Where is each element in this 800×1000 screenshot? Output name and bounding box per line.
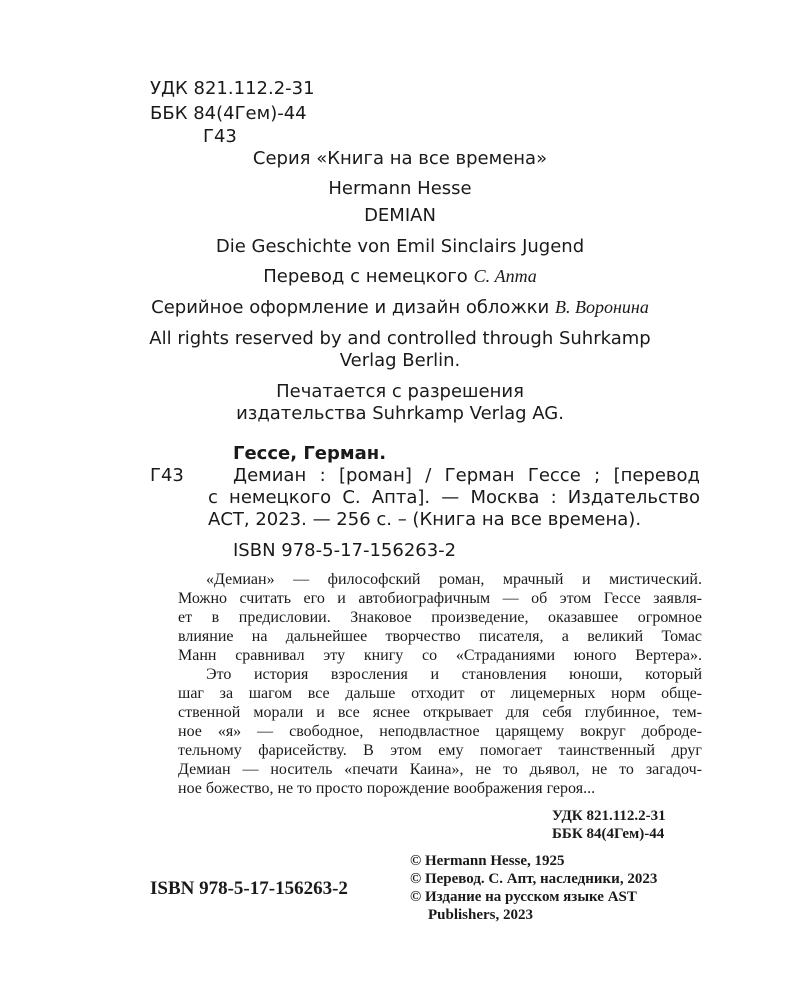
- catalog-line-1: Демиан : [роман] / Герман Гессе ; [перевод: [233, 465, 700, 486]
- catalog-isbn: ISBN 978-5-17-156263-2: [233, 540, 457, 561]
- udk-code-top: УДК 821.112.2-31: [150, 78, 315, 99]
- design-prefix: Серийное оформление и дизайн обложки: [151, 297, 550, 318]
- translation-credit: [0, 266, 800, 287]
- annotation-line: ственной морали и все яснее открывает для себя глубинное, тем-: [178, 704, 702, 721]
- catalog-author-heading: Гессе, Герман.: [233, 443, 387, 464]
- bbk-code-top: ББК 84(4Гем)-44: [150, 103, 307, 124]
- annotation-line: ет в предисловии. Знаковое произведение, оказавшее огромное: [178, 609, 702, 626]
- bbk-code-bottom: ББК 84(4Гем)-44: [552, 826, 665, 842]
- permission-line-1: Печатается с разрешения: [276, 381, 524, 402]
- catalog-line-3: АСТ, 2023. — 256 с. – (Книга на все времена).: [208, 509, 642, 530]
- author-mark-top: Г43: [203, 126, 237, 147]
- rights-line-2: Verlag Berlin.: [339, 350, 461, 371]
- catalog-mark: Г43: [150, 465, 184, 486]
- original-author: Hermann Hesse: [328, 178, 472, 199]
- annotation-line: ное «я» — свободное, неподвластное царящему вокруг доброде-: [178, 723, 702, 740]
- annotation-line: ное божество, не то просто порождение воображения героя...: [178, 780, 596, 797]
- original-title: DEMIAN: [364, 205, 436, 226]
- copyright-line-1: © Hermann Hesse, 1925: [410, 853, 565, 869]
- annotation-line: влияние на дальнейшее творчество писателя, а великий Томас: [178, 628, 702, 645]
- design-credit: [0, 297, 800, 318]
- annotation-line: шаг за шагом все дальше отходит от лицемерных норм обще-: [178, 685, 702, 702]
- copyright-line-2: © Перевод. С. Апт, наследники, 2023: [410, 871, 658, 887]
- copyright-line-4: Publishers, 2023: [428, 907, 534, 923]
- designer-name: В. Воронина: [554, 297, 649, 317]
- annotation-line: тельному фарисейству. В этом ему помогает таинственный друг: [178, 742, 702, 759]
- series-line: Серия «Книга на все времена»: [252, 148, 548, 169]
- catalog-line-2: с немецкого С. Апта]. — Москва : Издательство: [208, 487, 700, 508]
- annotation-line: Демиан — носитель «печати Каина», не то дьявол, не то загадоч-: [178, 761, 702, 778]
- translation-prefix: Перевод с немецкого: [263, 266, 468, 287]
- rights-line-1: All rights reserved by and controlled through Suhrkamp: [149, 328, 651, 349]
- annotation-line: «Демиан» — философский роман, мрачный и мистический.: [206, 571, 702, 588]
- annotation-line: Манн сравнивал эту книгу со «Страданиями юного Вертера».: [178, 647, 702, 664]
- permission-line-2: издательства Suhrkamp Verlag AG.: [236, 403, 564, 424]
- annotation-line: Можно считать его и автобиографичным — об этом Гессе заявля-: [178, 590, 702, 607]
- annotation-line: Это история взросления и становления юноши, который: [206, 666, 702, 683]
- copyright-line-3: © Издание на русском языке AST: [410, 889, 637, 905]
- translator-name: С. Апта: [473, 266, 537, 286]
- isbn-bottom: ISBN 978-5-17-156263-2: [150, 878, 348, 899]
- original-subtitle: Die Geschichte von Emil Sinclairs Jugend: [215, 236, 585, 257]
- udk-code-bottom: УДК 821.112.2-31: [552, 808, 666, 824]
